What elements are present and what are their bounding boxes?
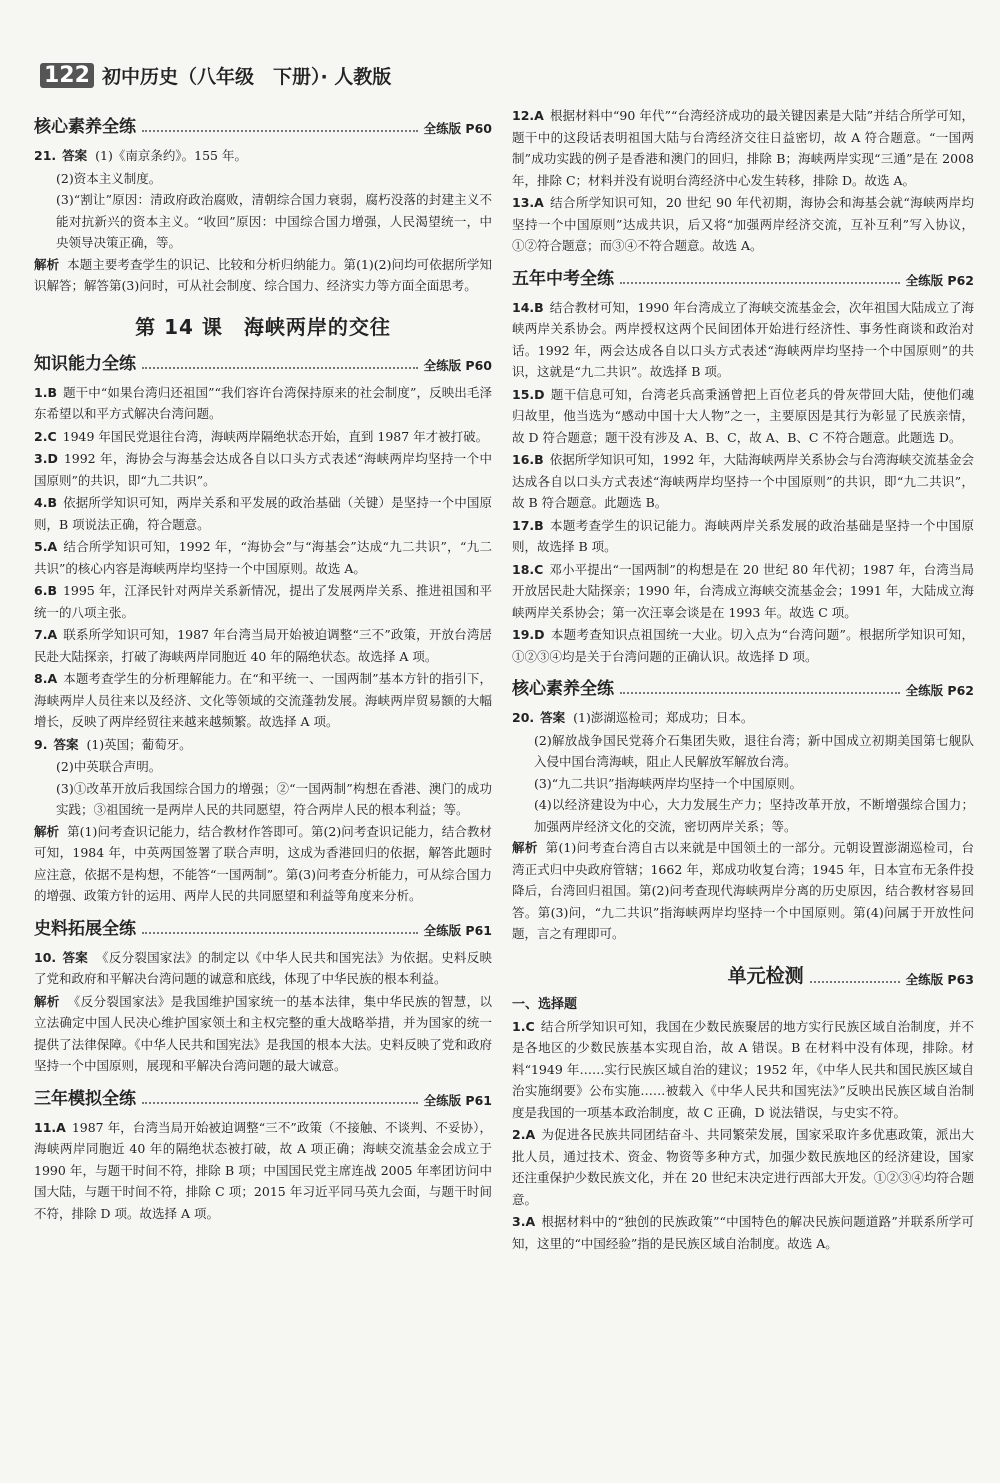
item-number: 15.D (512, 386, 545, 402)
answer-item (512, 515, 974, 558)
right-column (512, 105, 974, 1255)
section-page-ref: 全练版 P62 (905, 272, 974, 288)
item-number: 1.C (512, 1018, 535, 1034)
answer-text: 根据材料中“90 年代”“台湾经济成功的最关键因素是大陆”并结合所学可知，题干中的这段话表明祖国大陆与台湾经济交往日益密切，故 A 符合题意。“一国两制”成功实践的例子是香港和澳门的回归，排除 B；海峡两岸实现“三通”是在 2008 年，排除 C；材料并没有说明台湾经济中心发生转移，排除 D。故选 A。 (512, 108, 974, 188)
answer-text: 结合教材可知，1990 年台湾成立了海峡交流基金会，次年祖国大陆成立了海峡两岸关系协会。两岸授权这两个民间团体开始进行经济性、事务性商谈和政治对话。1992 年，两会达成各自以口头方式表述“海峡两岸均坚持一个中国原则”的共识，这就是“九二共识”。故选择 B 项。 (512, 299, 974, 379)
section-header (34, 915, 492, 939)
section-title: 史料拓展全练 (34, 918, 136, 939)
item-number: 9. (34, 736, 48, 752)
section-header (34, 1085, 492, 1109)
answer-item (34, 382, 492, 425)
item-number: 17.B (512, 517, 544, 533)
answer-label: 答案 (62, 949, 89, 965)
answer-text: (1)《南京条约》。155 年。 (95, 148, 247, 163)
dotted-leader (142, 1102, 418, 1104)
answer-text: 结合所学知识可知，20 世纪 90 年代初期，海协会和海基会就“海峡两岸均坚持一个中国原则”达成共识，后又将“加强两岸经济交流，互补互利”写入协议，①②符合题意；而③④不符合题意。故选 A。 (512, 195, 974, 253)
answer-text: (3)①改革开放后我国综合国力的增强；②“一国两制”构想在香港、澳门的成功实践；③祖国统一是两岸人民的共同愿望，符合两岸人民的根本利益；等。 (56, 780, 492, 817)
answer-text: (3)“割让”原因：清政府政治腐败，清朝综合国力衰弱，腐朽没落的封建主义不能对抗新兴的资本主义。“收回”原因：中国综合国力增强，人民渴望统一，中央领导决策正确，等。 (56, 192, 492, 250)
answer-text: 本题考查学生的识记能力。海峡两岸关系发展的政治基础是坚持一个中国原则，故选择 B 项。 (512, 517, 974, 554)
answer-text: (1)澎湖巡检司；郑成功；日本。 (573, 710, 754, 725)
answer-item (512, 449, 974, 514)
lesson-title: 第 14 课 海峡两岸的交往 (135, 314, 391, 339)
answer-text: 本题考查学生的分析理解能力。在“和平统一、一国两制”基本方针的指引下，海峡两岸人员往来以及经济、文化等领域的交流蓬勃发展。海峡两岸贸易额的大幅增长，反映了两岸经贸往来越来越频繁。故选择 A 项。 (34, 671, 492, 729)
answer-label: 答案 (62, 148, 88, 163)
answer-item (512, 192, 974, 257)
dotted-leader (620, 692, 900, 694)
answer-item (34, 734, 492, 756)
answer-text: 本题考查知识点祖国统一大业。切入点为“台湾问题”。根据所学知识可知，①②③④均是关于台湾问题的正确认识。故选择 D 项。 (512, 627, 974, 664)
answer-text: 《反分裂国家法》的制定以《中华人民共和国宪法》为依据。史料反映了党和政府和平解决台湾问题的诚意和底线，体现了中华民族的根本利益。 (34, 949, 492, 986)
item-number: 21. (34, 148, 57, 163)
section-page-ref: 全练版 P61 (423, 1092, 492, 1108)
answer-text: 联系所学知识可知，1987 年台湾当局开始被迫调整“三不”政策，开放台湾居民赴大陆探亲，打破了海峡两岸同胞近 40 年的隔绝状态。故选择 A 项。 (34, 627, 492, 664)
analysis-item (34, 991, 492, 1077)
answer-text: 为促进各民族共同团结奋斗、共同繁荣发展，国家采取许多优惠政策，派出大批人员，通过技术、资金、物资等多种方式，加强少数民族地区的经济建设，国家还注重保护少数民族文化，并在 20 世纪末决定进行西部大开发。①②③④均符合题意。 (512, 1127, 974, 1207)
answer-text: 1995 年，江泽民针对两岸关系新情况，提出了发展两岸关系、推进祖国和平统一的八项主张。 (34, 583, 492, 620)
item-number: 6.B (34, 583, 57, 598)
dotted-leader (142, 130, 418, 132)
dotted-leader (142, 932, 418, 934)
section-header (34, 350, 492, 374)
answer-item (512, 559, 974, 624)
item-number: 7.A (34, 627, 58, 642)
section-header (512, 675, 974, 699)
answer-text: 1987 年，台湾当局开始被迫调整“三不”政策（不接触、不谈判、不妥协），海峡两岸同胞近 40 年的隔绝状态被打破，故 A 项正确；海峡交流基金会成立于 1990 年，与题干时间不符，排除 B 项；中国国民党主席连战 2005 年率团访问中国大陆，与题干时间不符，排除 C 项；2015 年习近平同马英九会面，与题干时间不符，排除 D 项。故选择 A 项。 (34, 1119, 492, 1221)
answer-item (512, 1016, 974, 1124)
section-title: 核心素养全练 (34, 117, 136, 137)
item-number: 19.D (512, 627, 545, 642)
section-page-ref: 全练版 P62 (905, 683, 974, 698)
dotted-leader (620, 282, 900, 284)
dotted-leader (810, 981, 900, 983)
part-title: 一、选择题 (512, 996, 578, 1012)
analysis-text: 第(1)问考查识记能力，结合教材作答即可。第(2)问考查识记能力，结合教材可知，1984 年，中英两国签署了联合声明，这成为香港回归的依据，解答此题时应注意，依据不是构想，不能答“一国两制”。第(3)问考查分析能力，可从综合国力的增强、政策方针的运用、两岸人民的共同愿望和利益等角度来分析。 (34, 823, 492, 903)
item-number: 12.A (512, 108, 544, 123)
answer-item (34, 947, 492, 990)
answer-label: 答案 (53, 736, 79, 752)
answer-item (512, 297, 974, 383)
section-title: 五年中考全练 (512, 268, 614, 289)
analysis-text: 《反分裂国家法》是我国维护国家统一的基本法律，集中华民族的智慧，以立法确定中国人民决心维护国家领土和主权完整的重大战略举措，并为国家的统一提供了法律保障。《中华人民共和国宪法》是我国的根本大法。史料反映了党和政府坚持一个中国原则，展现和平解决台湾问题的最大诚意。 (34, 993, 492, 1073)
answer-label: 答案 (540, 710, 566, 725)
section-title: 核心素养全练 (512, 679, 614, 699)
item-number: 20. (512, 710, 535, 725)
analysis-text: 本题主要考查学生的识记、比较和分析归纳能力。第(1)(2)问均可依据所学知识解答；解答第(3)问时，可从社会制度、综合国力、经济实力等方面全面思考。 (34, 256, 492, 293)
answer-item (512, 384, 974, 449)
item-number: 14.B (512, 299, 544, 315)
item-number: 2.C (34, 428, 57, 444)
item-number: 1.B (34, 384, 57, 400)
answer-item (512, 624, 974, 667)
answer-text: (2)解放战争国民党蒋介石集团失败，退往台湾；新中国成立初期美国第七舰队入侵中国台湾海峡，阻止人民解放军解放台湾。 (534, 732, 974, 769)
unit-header (512, 961, 974, 988)
unit-title: 单元检测 (727, 964, 804, 987)
answer-item (34, 1117, 492, 1225)
answer-text: (2)资本主义制度。 (56, 170, 162, 186)
analysis-label: 解析 (512, 840, 538, 855)
answer-text: (1)英国；葡萄牙。 (86, 736, 192, 752)
answer-item (34, 624, 492, 667)
answer-item (34, 492, 492, 535)
analysis-item (34, 254, 492, 297)
analysis-label: 解析 (34, 256, 60, 272)
answer-text: 结合所学知识可知，1992 年，“海协会”与“海基会”达成“九二共识”，“九二共识”的核心内容是海峡两岸均坚持一个中国原则。故选 A。 (34, 539, 492, 576)
analysis-label: 解析 (34, 993, 60, 1009)
answer-item (34, 536, 492, 579)
answer-item (512, 105, 974, 191)
answer-text: (4)以经济建设为中心，大力发展生产力；坚持改革开放，不断增强综合国力；加强两岸经济文化的交流，密切两岸关系；等。 (534, 797, 974, 834)
answer-item (34, 448, 492, 491)
answer-text: 1992 年，海协会与海基会达成各自以口头方式表述“海峡两岸均坚持一个中国原则”的共识，即“九二共识”。 (34, 451, 492, 488)
section-header (512, 265, 974, 289)
item-number: 13.A (512, 195, 544, 210)
answer-text: 1949 年国民党退往台湾，海峡两岸隔绝状态开始，直到 1987 年才被打破。 (62, 428, 489, 444)
answer-item (512, 1124, 974, 1210)
item-number: 2.A (512, 1127, 536, 1142)
answer-item (34, 580, 492, 623)
answer-text: 依据所学知识可知，两岸关系和平发展的政治基础（关键）是坚持一个中国原则，B 项说法正确，符合题意。 (34, 495, 492, 532)
dotted-leader (142, 367, 418, 369)
page-number: 122 (40, 63, 94, 88)
answer-text: 结合所学知识可知，我国在少数民族聚居的地方实行民族区域自治制度，并不是各地区的少数民族基本实现自治，故 A 错误。B 在材料中没有体现，排除。材料“1949 年……实行民族区域自治的建议；1952 年，《中华人民共和国民族区域自治实施纲要》公布实施……被载入《中华人民共和国宪法》”反映出民族区域自治制度是我国的一项基本政治制度，故 C 正确，D 说法错误，与史实不符。 (512, 1018, 974, 1120)
section-header (34, 113, 492, 137)
answer-text: 依据所学知识可知，1992 年，大陆海峡两岸关系协会与台湾海峡交流基金会达成各自以口头方式表述“海峡两岸均坚持一个中国原则”的共识，即“九二共识”，故 B 符合题意。此题选 B。 (512, 452, 974, 510)
left-column (34, 105, 492, 1225)
analysis-item (34, 821, 492, 907)
analysis-item (512, 837, 974, 945)
answer-item (512, 1211, 974, 1254)
answer-text: 题干中“如果台湾归还祖国”“我们容许台湾保持原来的社会制度”，反映出毛泽东希望以和平方式解决台湾问题。 (34, 384, 492, 421)
section-page-ref: 全练版 P61 (423, 922, 492, 938)
item-number: 16.B (512, 452, 544, 467)
item-number: 4.B (34, 495, 57, 510)
item-number: 8.A (34, 671, 58, 686)
item-number: 10. (34, 949, 57, 965)
answer-text: (2)中英联合声明。 (56, 759, 162, 774)
analysis-text: 第(1)问考查台湾自古以来就是中国领土的一部分。元朝设置澎湖巡检司，台湾正式归中央政府管辖；1662 年，郑成功收复台湾；1945 年，日本宣布无条件投降后，台湾回归祖国。第(2)问考查现代海峡两岸分离的历史原因，结合教材容易回答。第(3)问，“九二共识”指海峡两岸均坚持一个中国原则。第(4)问属于开放性问题，言之有理即可。 (512, 840, 974, 941)
section-page-ref: 全练版 P60 (423, 121, 492, 136)
answer-item (34, 426, 492, 448)
section-title: 知识能力全练 (34, 353, 136, 374)
section-title: 三年模拟全练 (34, 1088, 136, 1109)
section-page-ref: 全练版 P60 (423, 357, 492, 373)
book-title: 初中历史（八年级 下册）· 人教版 (101, 65, 392, 88)
item-number: 3.D (34, 451, 58, 466)
item-number: 18.C (512, 561, 544, 577)
item-number: 11.A (34, 1119, 66, 1135)
item-number: 5.A (34, 539, 58, 554)
unit-page-ref: 全练版 P63 (905, 971, 974, 987)
analysis-label: 解析 (34, 823, 60, 839)
item-number: 3.A (512, 1214, 536, 1229)
answer-text: 题干信息可知，台湾老兵高秉涵曾把上百位老兵的骨灰带回大陆，使他们魂归故里，他当选为“感动中国十大人物”之一，主要原因是其行为彰显了民族亲情，故 D 符合题意；题干没有涉及 A、B、C，故 A、B、C 不符合题意。此题选 D。 (512, 386, 974, 445)
page-header (40, 60, 391, 90)
answer-item (34, 145, 492, 167)
answer-item (512, 707, 974, 729)
answer-text: 根据材料中的“独创的民族政策”“中国特色的解决民族问题道路”并联系所学可知，这里的“中国经验”指的是民族区域自治制度。故选 A。 (512, 1214, 974, 1251)
answer-item (34, 668, 492, 733)
answer-text: 邓小平提出“一国两制”的构想是在 20 世纪 80 年代初；1987 年，台湾当局开放居民赴大陆探亲；1990 年，台湾成立海峡交流基金会；1991 年，大陆成立海峡两岸关系协会；第一次汪辜会谈是在 1993 年。故选 C 项。 (512, 561, 974, 620)
answer-text: (3)“九二共识”指海峡两岸均坚持一个中国原则。 (534, 775, 802, 791)
